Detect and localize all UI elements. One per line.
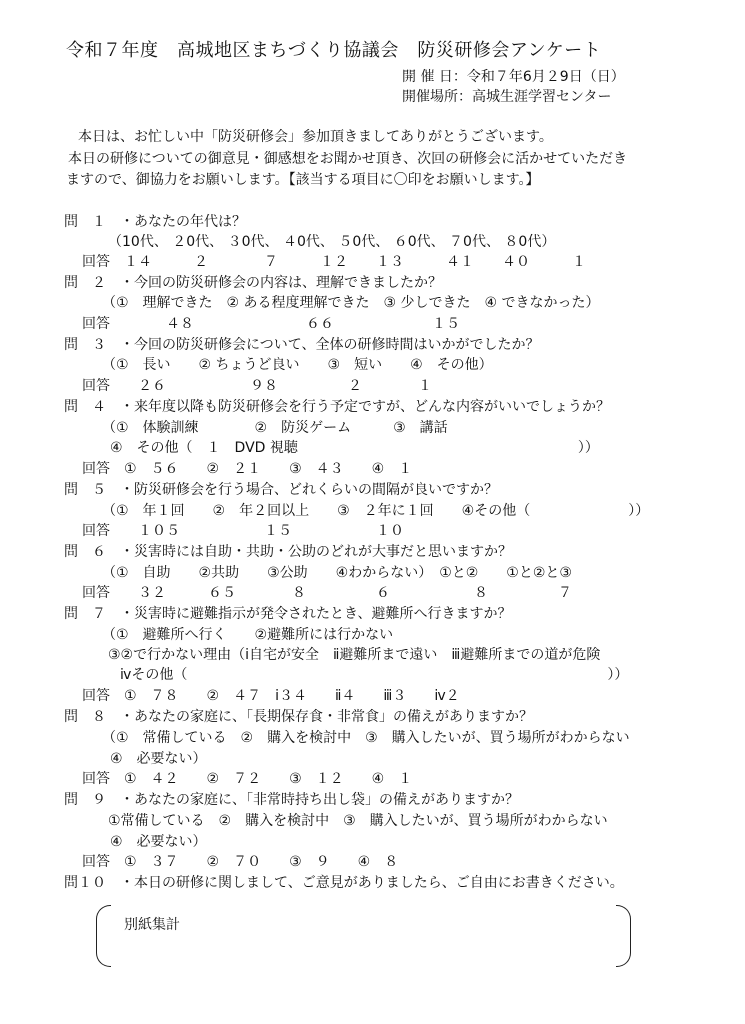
q3-options: （① 長い ② ちょうど良い ③ 短い ④ その他）: [102, 357, 493, 373]
intro-line-2: 本日の研修についての御意見・御感想をお聞かせ頂き、次回の研修会に活かせていただき: [68, 151, 628, 167]
q4-options-1: （① 体験訓練 ② 防災ゲーム ③ 講話: [102, 420, 448, 436]
intro-line-1: 本日は、お忙しい中「防災研修会」参加頂きましてありがとうございます。: [78, 129, 553, 145]
q6-answer: 回答 ３２ ６５ ８ ６ ８ ７: [82, 585, 572, 601]
q7-options-3: ⅳその他（ ））: [120, 667, 629, 683]
q5-options: （① 年１回 ② 年２回以上 ③ ２年に１回 ④その他（ ））: [102, 503, 650, 519]
q4-question: 問 ４ ・来年度以降も防災研修会を行う予定ですが、どんな内容がいいでしょうか？: [64, 399, 610, 415]
q8-options-1: （① 常備している ② 購入を検討中 ③ 購入したいが、買う場所がわからない: [102, 730, 630, 746]
comment-box-right-bracket: [616, 905, 631, 967]
event-date: 開 催 日：令和７年6月２9日（日）: [402, 69, 625, 85]
q7-options-1: （① 避難所へ行く ②避難所には行かない: [102, 627, 394, 643]
q2-answer: 回答 ４８ ６６ １５: [82, 316, 460, 332]
comment-box-text: 別紙集計: [124, 917, 180, 933]
q8-answer: 回答 ① ４２ ② ７２ ③ １２ ④ １: [82, 771, 413, 787]
q1-answer: 回答 １４ ２ ７ １２ １３ ４１ ４０ １: [82, 254, 586, 270]
q10-question: 問１０ ・本日の研修に関しまして、ご意見がありましたら、ご自由にお書きください。: [64, 875, 624, 891]
q8-options-2: ④ 必要ない）: [110, 751, 207, 767]
q2-question: 問 ２ ・今回の防災研修会の内容は、理解できましたか？: [64, 275, 442, 291]
q2-options: （① 理解できた ② ある程度理解できた ③ 少しできた ④ できなかった）: [102, 295, 600, 311]
q5-question: 問 ５ ・防災研修会を行う場合、どれくらいの間隔が良いですか？: [64, 482, 498, 498]
page-title: 令和７年度 高城地区まちづくり協議会 防災研修会アンケート: [66, 40, 602, 61]
q1-question: 問 １ ・あなたの年代は？: [64, 214, 246, 230]
q7-answer: 回答 ① ７８ ② ４７ ⅰ３４ ⅱ４ ⅲ３ ⅳ２: [82, 688, 460, 704]
q4-options-2: ④ その他（ １ DVD 視聴 ））: [110, 440, 599, 456]
q3-answer: 回答 ２６ ９８ ２ １: [82, 378, 432, 394]
q4-answer: 回答 ① ５６ ② ２１ ③ ４３ ④ １: [82, 461, 413, 477]
q6-options: （① 自助 ②共助 ③公助 ④わからない） ①と② ①と②と③: [102, 565, 572, 581]
event-venue: 開催場所：高城生涯学習センター: [402, 89, 612, 105]
q3-question: 問 ３ ・今回の防災研修会について、全体の研修時間はいかがでしたか？: [64, 337, 540, 353]
q7-question: 問 ７ ・災害時に避難指示が発令されたとき、避難所へ行きますか？: [64, 606, 512, 622]
comment-box-left-bracket: [96, 905, 111, 967]
q6-question: 問 ６ ・災害時には自助・共助・公助のどれが大事だと思いますか？: [64, 544, 512, 560]
intro-line-3: ますので、御協力をお願いします。【該当する項目に〇印をお願いします。】: [66, 172, 540, 188]
q9-answer: 回答 ① ３７ ② ７０ ③ ９ ④ ８: [82, 854, 399, 870]
q8-question: 問 ８ ・あなたの家庭に、「長期保存食・非常食」の備えがありますか？: [64, 709, 533, 725]
q1-options: （10代、 ２0代、 ３0代、 ４0代、 ５0代、 ６0代、 ７0代、 ８0代）: [108, 234, 556, 250]
q9-options-1: ①常備している ② 購入を検討中 ③ 購入したいが、買う場所がわからない: [108, 813, 608, 829]
q5-answer: 回答 １０５ １５ １０: [82, 523, 404, 539]
q9-question: 問 ９ ・あなたの家庭に、「非常時持ち出し袋」の備えがありますか？: [64, 792, 519, 808]
q7-options-2: ③②で行かない理由（ⅰ自宅が安全 ⅱ避難所まで遠い ⅲ避難所までの道が危険: [108, 647, 601, 663]
q9-options-2: ④ 必要ない）: [110, 834, 207, 850]
